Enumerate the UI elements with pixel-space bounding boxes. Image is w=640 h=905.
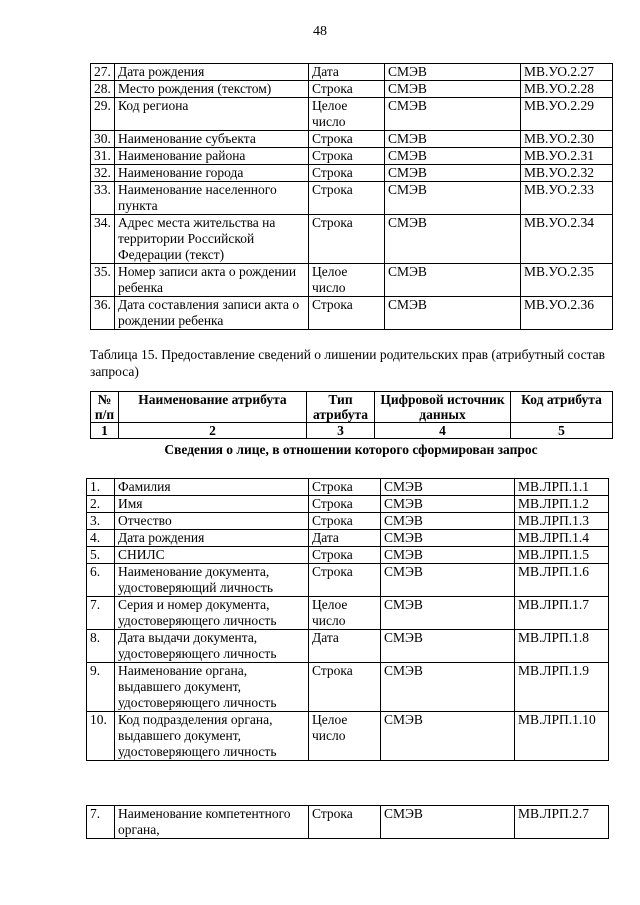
attribute-code: МВ.ЛРП.1.10 [515,712,609,761]
table15-rows [86,478,609,761]
page-number: 48 [313,24,327,39]
row-number: 27. [91,64,115,81]
attribute-name: Место рождения (текстом) [115,81,309,98]
attribute-code: МВ.УО.2.33 [521,182,613,215]
data-source: СМЭВ [381,479,515,496]
attribute-code: МВ.ЛРП.1.6 [515,564,609,597]
table-row [91,148,613,165]
attribute-name: Дата рождения [115,530,309,547]
attribute-name: Дата составления записи акта о рождении ребенка [115,297,309,330]
attribute-name: Наименование района [115,148,309,165]
table15-header [90,391,613,439]
table-row [91,64,613,81]
table-body [87,806,609,839]
data-source: СМЭВ [381,806,515,839]
column-number: 1 [91,423,119,439]
table-row [91,182,613,215]
row-number: 6. [87,564,115,597]
data-source: СМЭВ [381,530,515,547]
attribute-code: МВ.ЛРП.1.8 [515,630,609,663]
data-source: СМЭВ [381,513,515,530]
attribute-name: Дата рождения [115,64,309,81]
attribute-code: МВ.УО.2.29 [521,98,613,131]
table-row [87,597,609,630]
data-source: СМЭВ [381,564,515,597]
row-number: 10. [87,712,115,761]
table-row [91,297,613,330]
row-number: 35. [91,264,115,297]
column-number: 4 [375,423,511,439]
table-caption: Таблица 15. Предоставление сведений о лишении родительских прав (атрибутный состав запроса) [90,347,606,379]
row-number: 34. [91,215,115,264]
data-source: СМЭВ [385,297,521,330]
attribute-type: Целое число [309,712,381,761]
data-source: СМЭВ [385,215,521,264]
table-row [91,165,613,182]
attribute-name: Имя [115,496,309,513]
table-row [91,215,613,264]
row-number: 4. [87,530,115,547]
attribute-type: Строка [309,663,381,712]
attribute-name: Наименование компетентного органа, [115,806,309,839]
attribute-name: Наименование города [115,165,309,182]
attribute-code: МВ.УО.2.32 [521,165,613,182]
attribute-type: Строка [309,564,381,597]
row-number: 28. [91,81,115,98]
attribute-type: Строка [309,215,385,264]
section-title: Сведения о лице, в отношении которого сформирован запрос [164,442,538,457]
attribute-type: Строка [309,182,385,215]
table-row [87,630,609,663]
attribute-code: МВ.УО.2.35 [521,264,613,297]
attribute-type: Строка [309,81,385,98]
attribute-name: Фамилия [115,479,309,496]
attribute-name: Дата выдачи документа, удостоверяющего личность [115,630,309,663]
header-attribute-name: Наименование атрибута [119,392,307,423]
attribute-name: Серия и номер документа, удостоверяющего личность [115,597,309,630]
data-source: СМЭВ [381,630,515,663]
attribute-code: МВ.УО.2.31 [521,148,613,165]
data-source: СМЭВ [381,547,515,564]
attribute-code: МВ.УО.2.34 [521,215,613,264]
attribute-type: Строка [309,513,381,530]
attribute-type: Строка [309,131,385,148]
attribute-code: МВ.ЛРП.1.7 [515,597,609,630]
data-source: СМЭВ [381,712,515,761]
attribute-type: Строка [309,479,381,496]
attribute-name: Код подразделения органа, выдавшего документ, удостоверяющего личность [115,712,309,761]
attribute-type: Дата [309,630,381,663]
table-row [91,264,613,297]
attribute-code: МВ.УО.2.28 [521,81,613,98]
attribute-name: Наименование субъекта [115,131,309,148]
attribute-code: МВ.ЛРП.1.3 [515,513,609,530]
attribute-type: Строка [309,806,381,839]
table-body [91,64,613,330]
attribute-type: Целое число [309,597,381,630]
column-number: 5 [511,423,613,439]
attribute-code: МВ.ЛРП.1.1 [515,479,609,496]
table-row [91,131,613,148]
attribute-type: Дата [309,64,385,81]
attribute-type: Строка [309,297,385,330]
row-number: 9. [87,663,115,712]
data-source: СМЭВ [385,182,521,215]
table-row [87,496,609,513]
column-number: 2 [119,423,307,439]
data-source: СМЭВ [385,98,521,131]
attribute-type: Строка [309,496,381,513]
header-data-source: Цифровой источник данных [375,392,511,423]
data-source: СМЭВ [385,64,521,81]
table-row [87,547,609,564]
table-row [87,530,609,547]
row-number: 8. [87,630,115,663]
attribute-code: МВ.УО.2.36 [521,297,613,330]
attribute-code: МВ.УО.2.27 [521,64,613,81]
data-source: СМЭВ [385,264,521,297]
row-number: 3. [87,513,115,530]
row-number: 36. [91,297,115,330]
row-number: 2. [87,496,115,513]
table-row [91,98,613,131]
attribute-code: МВ.ЛРП.1.5 [515,547,609,564]
attribute-name: СНИЛС [115,547,309,564]
attribute-type: Целое число [309,264,385,297]
attribute-name: Наименование органа, выдавшего документ, удостоверяющего личность [115,663,309,712]
attribute-type: Строка [309,148,385,165]
row-number: 5. [87,547,115,564]
data-source: СМЭВ [381,663,515,712]
row-number: 7. [87,806,115,839]
table15-rows-part2 [86,805,609,839]
row-number: 31. [91,148,115,165]
data-source: СМЭВ [385,148,521,165]
header-number: № п/п [91,392,119,423]
attribute-code: МВ.ЛРП.1.2 [515,496,609,513]
row-number: 32. [91,165,115,182]
data-source: СМЭВ [381,496,515,513]
attribute-name: Номер записи акта о рождении ребенка [115,264,309,297]
attribute-name: Адрес места жительства на территории Российской Федерации (текст) [115,215,309,264]
table-row [87,712,609,761]
table-row [87,663,609,712]
attribute-type: Строка [309,165,385,182]
row-number: 1. [87,479,115,496]
header-attribute-code: Код атрибута [511,392,613,423]
attribute-type: Целое число [309,98,385,131]
attribute-code: МВ.ЛРП.1.4 [515,530,609,547]
header-attribute-type: Тип атрибута [307,392,375,423]
attribute-code: МВ.ЛРП.2.7 [515,806,609,839]
table-body [87,479,609,761]
attribute-name: Отчество [115,513,309,530]
row-number: 33. [91,182,115,215]
column-number: 3 [307,423,375,439]
table-row [87,564,609,597]
attributes-table-continued [90,63,613,330]
attribute-type: Дата [309,530,381,547]
data-source: СМЭВ [385,131,521,148]
row-number: 30. [91,131,115,148]
table-row [87,513,609,530]
table-row [87,806,609,839]
attribute-type: Строка [309,547,381,564]
data-source: СМЭВ [385,165,521,182]
attribute-name: Наименование документа, удостоверяющий личность [115,564,309,597]
data-source: СМЭВ [385,81,521,98]
data-source: СМЭВ [381,597,515,630]
row-number: 7. [87,597,115,630]
attribute-code: МВ.ЛРП.1.9 [515,663,609,712]
row-number: 29. [91,98,115,131]
attribute-code: МВ.УО.2.30 [521,131,613,148]
attribute-name: Код региона [115,98,309,131]
table-row [91,81,613,98]
table-row [87,479,609,496]
attribute-name: Наименование населенного пункта [115,182,309,215]
